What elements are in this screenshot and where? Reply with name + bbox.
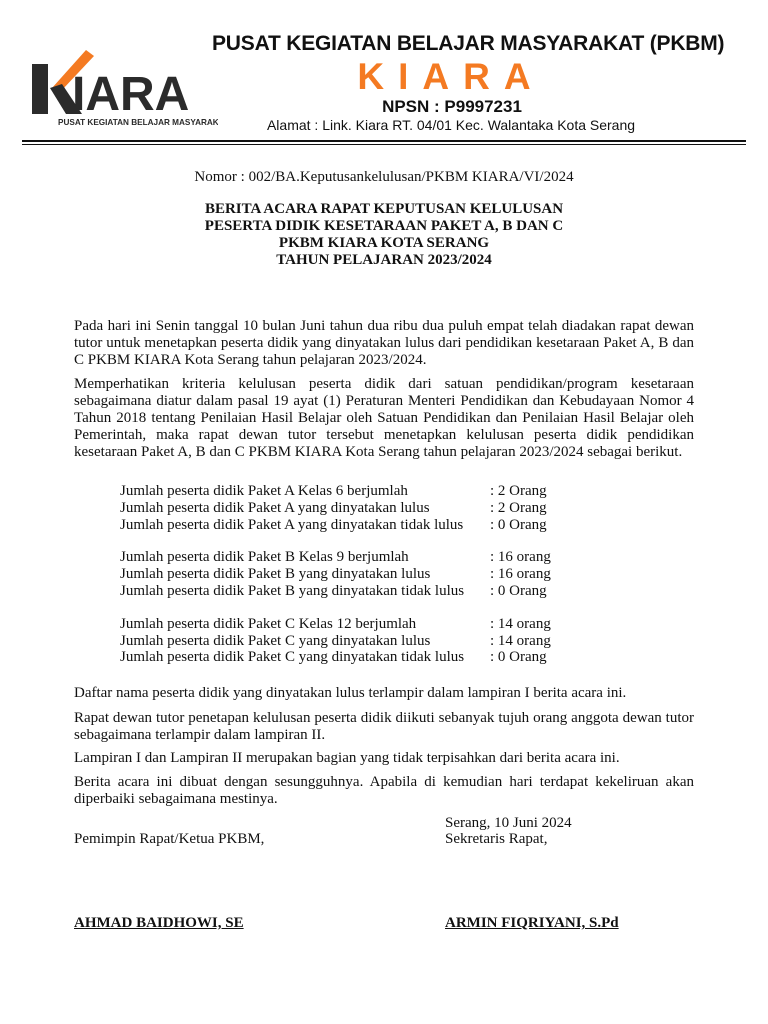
count-value: : 16 orang (490, 549, 551, 566)
closing-paragraph: Berita acara ini dibuat dengan sesungguhnya. Apabila di kemudian hari terdapat kekeliruan akan diperbaiki sebagaimana mestinya. (74, 774, 694, 807)
count-value: : 14 orang (490, 615, 551, 632)
count-row (120, 500, 580, 517)
title-line: PESERTA DIDIK KESETARAAN PAKET A, B DAN C (204, 218, 564, 234)
logo-tagline: PUSAT KEGIATAN BELAJAR MASYARAKAT (58, 118, 218, 127)
document-number: Nomor : 002/BA.Keputusankelulusan/PKBM KIARA/VI/2024 (194, 169, 574, 185)
organization-name: PUSAT KEGIATAN BELAJAR MASYARAKAT (PKBM) (212, 32, 725, 55)
count-value: : 2 Orang (490, 483, 547, 499)
right-signatory-role: Sekretaris Rapat, (445, 831, 548, 847)
count-label: Jumlah peserta didik Paket A Kelas 6 berjumlah (120, 483, 408, 499)
header-rule-thin (22, 144, 746, 145)
count-row (120, 649, 580, 666)
header-rule-thick (22, 140, 746, 142)
title-line: TAHUN PELAJARAN 2023/2024 (276, 252, 492, 268)
right-signatory-name: ARMIN FIQRIYANI, S.Pd (445, 915, 619, 931)
count-row (120, 517, 580, 534)
count-label: Jumlah peserta didik Paket B yang dinyatakan lulus (120, 566, 431, 583)
count-row (120, 483, 580, 500)
logo-wordmark: IARA (72, 68, 190, 121)
left-signatory-role: Pemimpin Rapat/Ketua PKBM, (74, 831, 265, 847)
count-label: Jumlah peserta didik Paket C Kelas 12 berjumlah (120, 615, 417, 632)
count-value: : 0 Orang (490, 582, 547, 599)
tutor-paragraph: Rapat dewan tutor penetapan kelulusan peserta didik diikuti sebanyak tujuh orang anggota dewan tutor sebagaimana terlampir dalam lampiran II. (74, 710, 694, 743)
count-value: : 14 orang (490, 632, 551, 649)
count-label: Jumlah peserta didik Paket A yang dinyatakan tidak lulus (120, 516, 464, 533)
count-label: Jumlah peserta didik Paket C yang dinyatakan tidak lulus (120, 649, 465, 666)
title-line: PKBM KIARA KOTA SERANG (278, 235, 490, 251)
organization-npsn: NPSN : P9997231 (382, 97, 522, 116)
count-value: : 0 Orang (490, 516, 547, 533)
count-value: : 16 orang (490, 566, 551, 583)
criteria-paragraph: Memperhatikan kriteria kelulusan peserta didik dari satuan pendidikan/program kesetaraan sebagaimana diatur dalam pasal 19 ayat (1) Peraturan Menteri Pendidikan dan Kebudayaan Nomor 4 Tahun 2018 tentang Penilaian Hasil Belajar oleh Satuan Pendidikan dan Penilaian Hasil Belajar oleh Pemerintah, maka rapat dewan tutor tersebut menetapkan kelulusan peserta didik pendidikan kesetaraan Paket A, B dan C PKBM KIARA Kota Serang tahun pelajaran 2023/2024 sebagai berikut. (74, 376, 694, 460)
organization-brand: KIARA (357, 56, 545, 97)
count-value: : 0 Orang (490, 649, 547, 666)
organization-address: Alamat : Link. Kiara RT. 04/01 Kec. Walantaka Kota Serang (266, 117, 636, 133)
count-row (120, 566, 580, 583)
count-label: Jumlah peserta didik Paket B Kelas 9 berjumlah (120, 549, 409, 566)
count-row (120, 616, 580, 633)
kiara-logo (28, 44, 218, 130)
opening-paragraph: Pada hari ini Senin tanggal 10 bulan Juni tahun dua ribu dua puluh empat telah diadakan rapat dewan tutor untuk menetapkan peserta didik yang dinyatakan lulus dari pendidikan kesetaraan Paket A, B dan C PKBM KIARA Kota Serang tahun pelajaran 2023/2024. (74, 318, 694, 368)
attachment-paragraph: Daftar nama peserta didik yang dinyatakan lulus terlampir dalam lampiran I berita acara ini. (74, 685, 627, 701)
appendix-paragraph: Lampiran I dan Lampiran II merupakan bagian yang tidak terpisahkan dari berita acara ini. (74, 750, 620, 766)
count-label: Jumlah peserta didik Paket B yang dinyatakan tidak lulus (120, 582, 465, 599)
count-row (120, 549, 580, 566)
count-row (120, 633, 580, 650)
place-date: Serang, 10 Juni 2024 (445, 815, 572, 831)
participant-count-table (120, 483, 580, 666)
count-value: : 2 Orang (490, 499, 547, 516)
document-title (0, 201, 768, 269)
count-label: Jumlah peserta didik Paket A yang dinyatakan lulus (120, 499, 430, 516)
count-row (120, 583, 580, 600)
title-line: BERITA ACARA RAPAT KEPUTUSAN KELULUSAN (204, 201, 564, 217)
logo-mark (28, 44, 218, 130)
left-signatory-name: AHMAD BAIDHOWI, SE (74, 915, 244, 931)
count-label: Jumlah peserta didik Paket C yang dinyatakan lulus (120, 632, 431, 649)
